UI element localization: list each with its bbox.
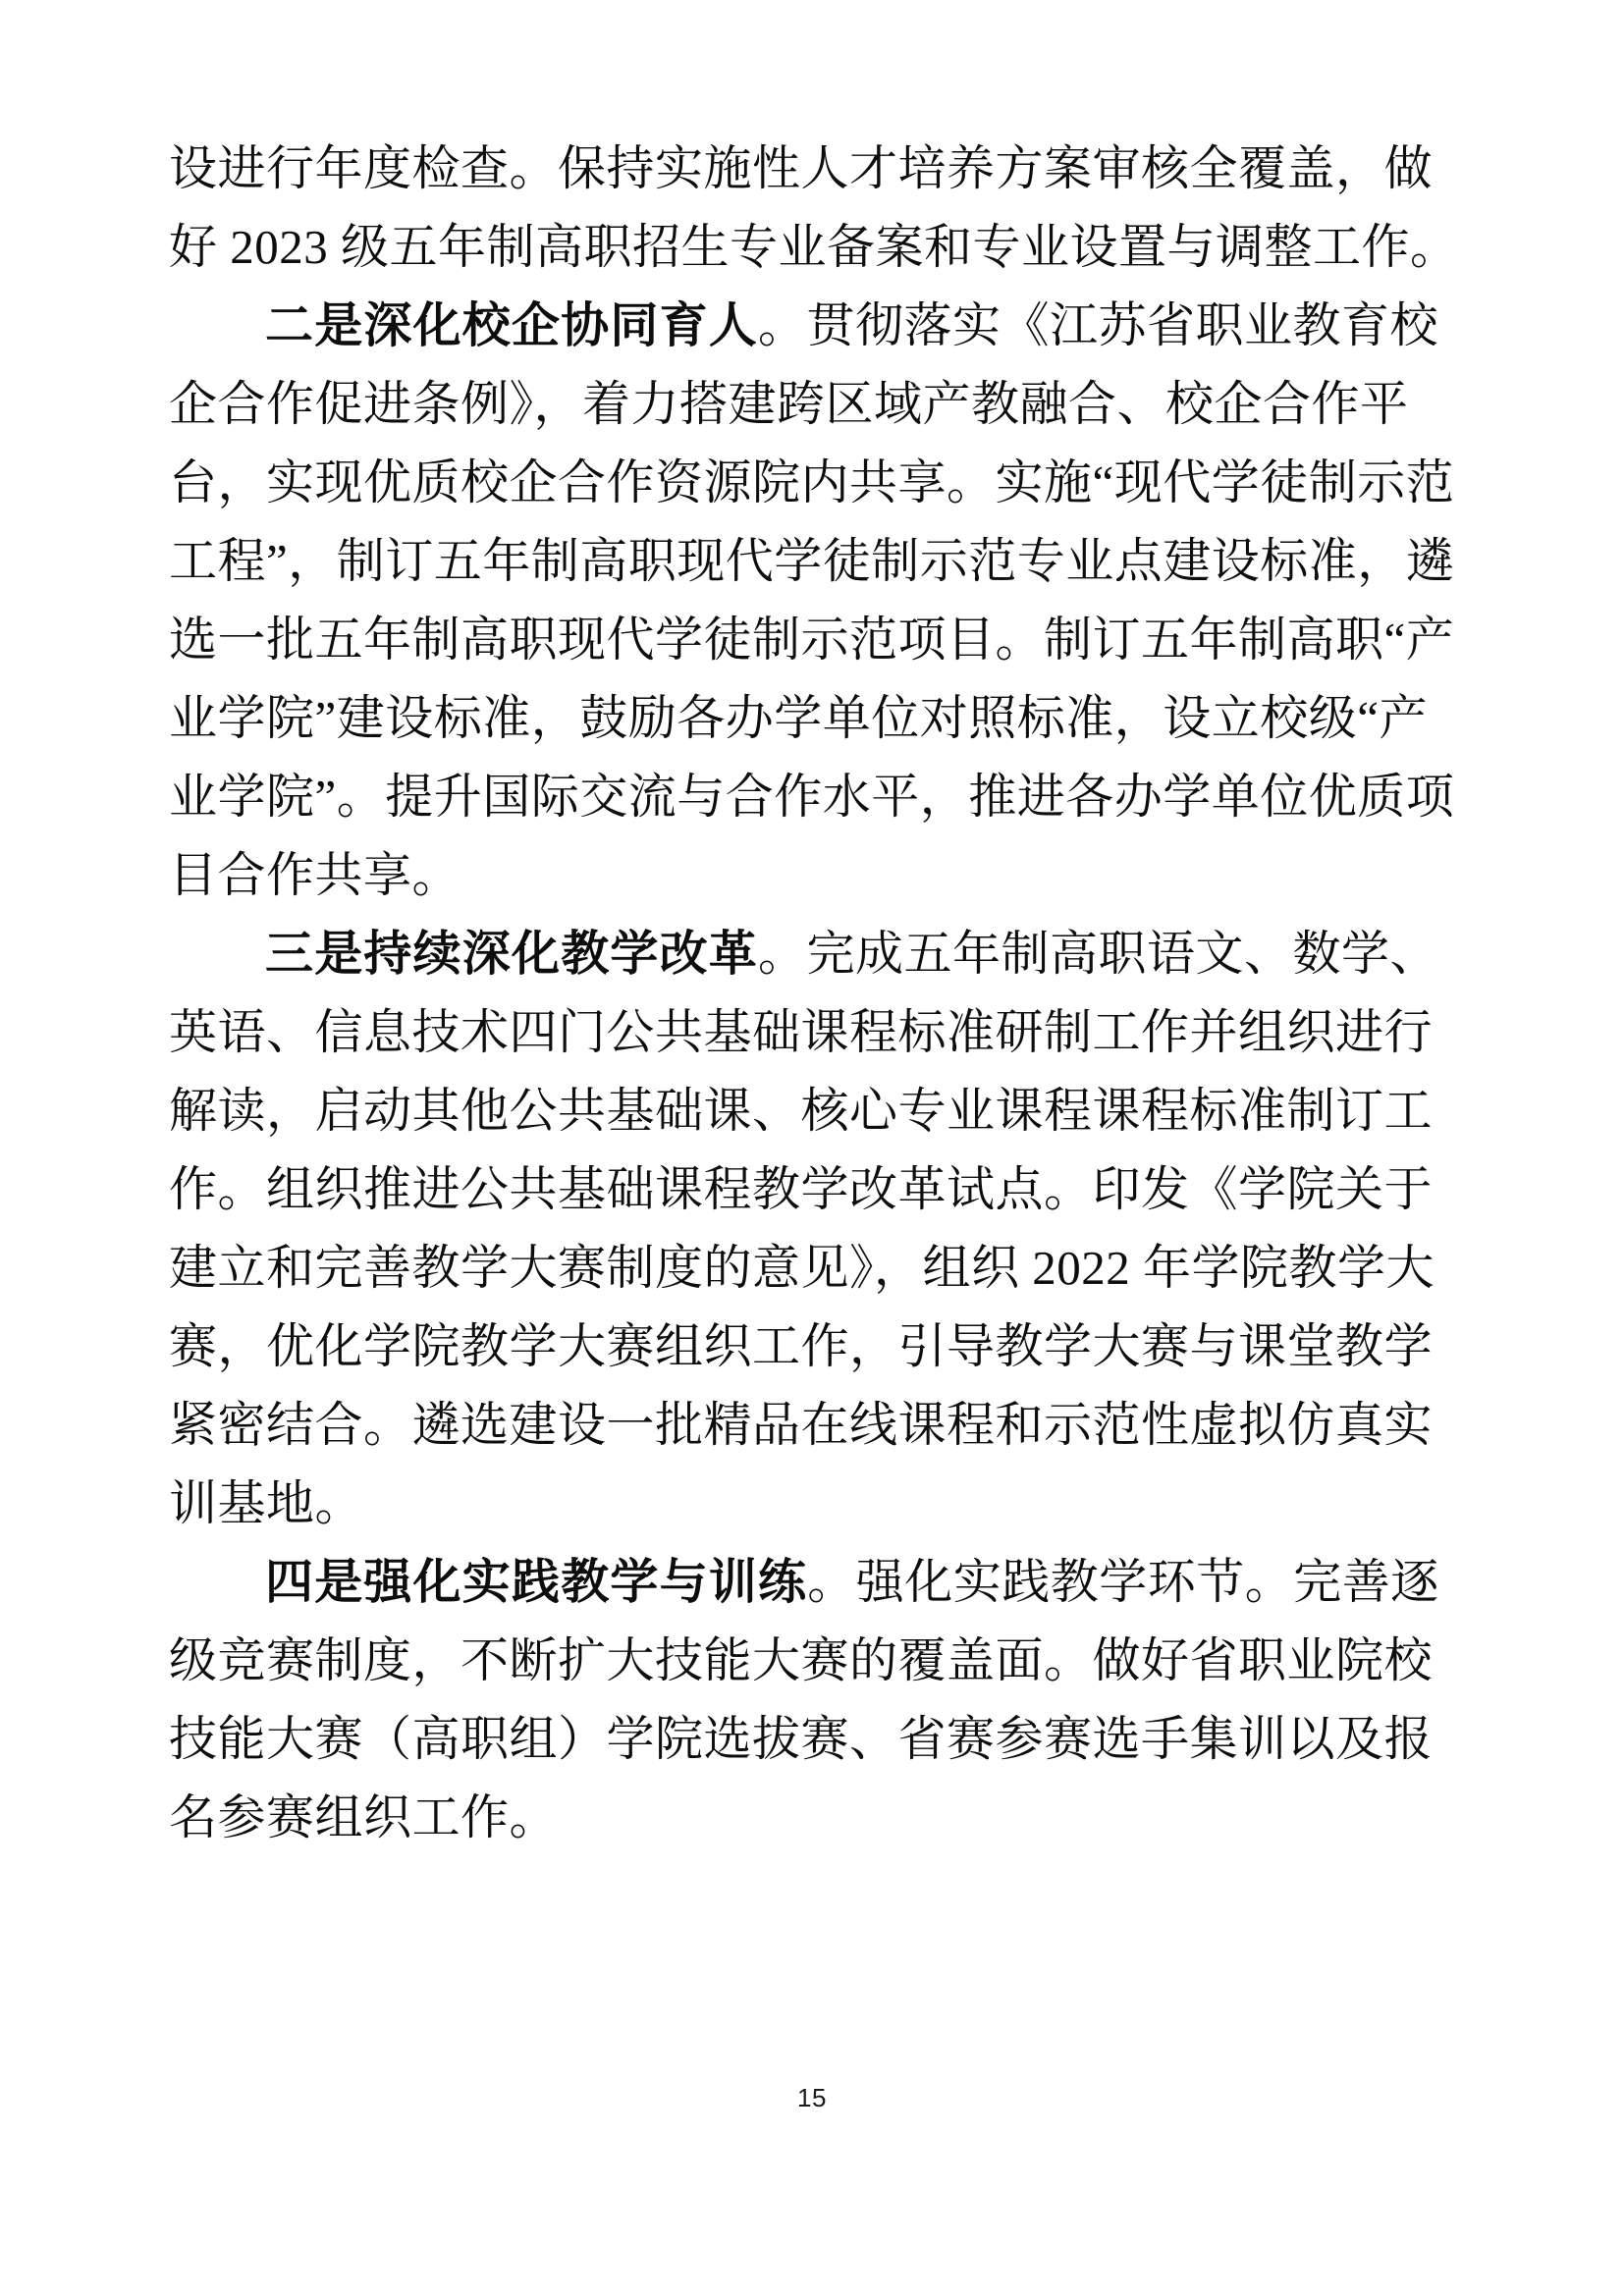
line-text: 台，实现优质校企合作资源院内共享。实施“现代学徒制示范 xyxy=(169,455,1455,509)
line-text: 好 2023 级五年制高职招生专业备案和专业设置与调整工作。 xyxy=(169,220,1459,274)
line-text: 英语、信息技术四门公共基础课程标准研制工作并组织进行 xyxy=(169,1005,1434,1059)
line-text: 业学院”建设标准，鼓励各办学单位对照标准，设立校级“产 xyxy=(169,691,1428,745)
page-number: 15 xyxy=(797,2083,827,2112)
line-text: 目合作共享。 xyxy=(169,848,461,902)
line-text: 作。组织推进公共基础课程教学改革试点。印发《学院关于 xyxy=(169,1162,1434,1216)
line-text: 赛，优化学院教学大赛组织工作，引导教学大赛与课堂教学 xyxy=(169,1319,1434,1373)
text-line xyxy=(169,1386,1465,1465)
text-line xyxy=(169,1543,1465,1622)
line-text: 选一批五年制高职现代学徒制示范项目。制订五年制高职“产 xyxy=(169,613,1455,667)
line-text: 。强化实践教学环节。完善逐 xyxy=(807,1555,1439,1609)
line-text: 工程”，制订五年制高职现代学徒制示范专业点建设标准，遴 xyxy=(169,534,1455,588)
text-line xyxy=(169,1150,1465,1229)
paragraph-lead: 三是持续深化教学改革 xyxy=(265,927,759,981)
line-text: 名参赛组织工作。 xyxy=(169,1790,559,1844)
text-line xyxy=(169,287,1465,365)
text-line xyxy=(169,1072,1465,1150)
text-column xyxy=(169,130,1465,1857)
line-text: 级竞赛制度，不断扩大技能大赛的覆盖面。做好省职业院校 xyxy=(169,1633,1434,1687)
paragraph-lead: 二是深化校企协同育人 xyxy=(265,298,759,352)
text-line xyxy=(169,915,1465,993)
line-text: 紧密结合。遴选建设一批精品在线课程和示范性虚拟仿真实 xyxy=(169,1398,1434,1452)
text-line xyxy=(169,1229,1465,1308)
text-line xyxy=(169,208,1465,287)
line-text: 训基地。 xyxy=(169,1476,364,1530)
page-text-body xyxy=(169,130,1465,1857)
text-line xyxy=(169,365,1465,444)
line-text: 业学院”。提升国际交流与合作水平，推进各办学单位优质项 xyxy=(169,770,1455,824)
text-line xyxy=(169,130,1465,208)
text-line xyxy=(169,993,1465,1072)
text-line xyxy=(169,1622,1465,1700)
line-text: 。完成五年制高职语文、数学、 xyxy=(758,927,1439,981)
text-line xyxy=(169,1779,1465,1857)
page-footer xyxy=(0,2083,1624,2113)
line-text: 技能大赛（高职组）学院选拔赛、省赛参赛选手集训以及报 xyxy=(169,1712,1434,1766)
line-text: 建立和完善教学大赛制度的意见》，组织 2022 年学院教学大 xyxy=(169,1241,1435,1295)
text-line xyxy=(169,1465,1465,1543)
line-text: 解读，启动其他公共基础课、核心专业课程课程标准制订工 xyxy=(169,1084,1434,1138)
line-text: 。贯彻落实《江苏省职业教育校 xyxy=(758,298,1439,352)
text-line xyxy=(169,1308,1465,1386)
text-line xyxy=(169,601,1465,679)
text-line xyxy=(169,836,1465,915)
text-line xyxy=(169,1700,1465,1779)
text-line xyxy=(169,758,1465,836)
text-line xyxy=(169,522,1465,601)
paragraph-lead: 四是强化实践教学与训练 xyxy=(265,1555,808,1609)
line-text: 企合作促进条例》，着力搭建跨区域产教融合、校企合作平 xyxy=(169,377,1409,431)
text-line xyxy=(169,444,1465,522)
line-text: 设进行年度检查。保持实施性人才培养方案审核全覆盖，做 xyxy=(169,141,1434,195)
text-line xyxy=(169,679,1465,758)
